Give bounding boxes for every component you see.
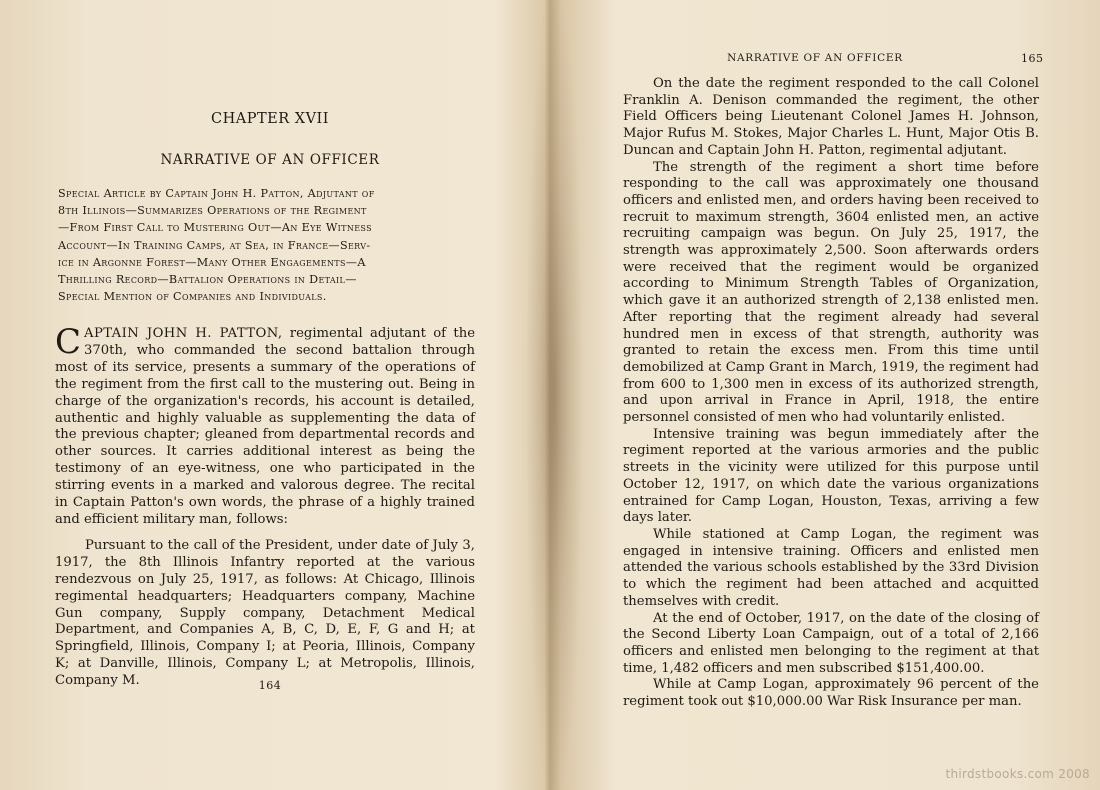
body-paragraph: On the date the regiment responded to the call Colonel Franklin A. Denison commanded the regiment, the other Field Officers being Lieutenant Colonel James H. Johnson, Major Rufus M. Stokes, Major Charles L. Hunt, Major Otis B. Duncan and Captain John H. Patton, regimental adjutant. — [623, 76, 1039, 158]
body-paragraph: At the end of October, 1917, on the date of the closing of the Second Liberty Loan Campaign, out of a total of 2,166 officers and enlisted men belonging to the regiment at that time, 1,482 officers and men subscribed $151,400.00. — [623, 610, 1039, 676]
watermark: thirdstbooks.com 2008 — [945, 767, 1090, 781]
right-page — [555, 0, 1100, 790]
body-paragraph: The strength of the regiment a short time before responding to the call was approximately one thousand officers and enlisted men, and orders having been received to recruit to maximum strength, 3604 enlisted men, an active recruiting campaign was begun. On July 25, 1917, the strength was approximately 2,500. Soon afterwards orders were received that the regiment would be organized according to Minimum Strength Tables of Organization, which gave it an authorized strength of 2,138 enlisted men. After reporting that the regiment already had several hundred men in excess of that strength, authority was granted to retain the excess men. From this time until demobilized at Camp Grant in March, 1919, the regiment had from 600 to 1,300 men in excess of its authorized strength, and upon arrival in France in April, 1918, the entire personnel consisted of men who had voluntarily enlisted. — [623, 159, 1039, 426]
left-page-body — [55, 322, 475, 690]
body-paragraph: Intensive training was begun immediately after the regiment reported at the various armories and the public streets in the vicinity were utilized for this purpose until October 12, 1917, on which date the various organizations entrained for Camp Logan, Houston, Texas, arriving a few days later. — [623, 426, 1039, 526]
body-paragraph: Pursuant to the call of the President, under date of July 3, 1917, the 8th Illinois Infantry reported at the various rendezvous on July 25, 1917, as follows: At Chicago, Illinois regimental headquarters; Headquarters company, Machine Gun company, Supply company, Detachment Medical Department, and Companies A, B, C, D, E, F, G and H; at Springfield, Illinois, Company I; at Peoria, Illinois, Company K; at Danville, Illinois, Company L; at Metropolis, Illinois, Company M. — [55, 537, 475, 689]
left-page — [0, 0, 545, 790]
running-head: NARRATIVE OF AN OFFICER — [727, 52, 903, 64]
summary-line: Thrilling Record—Battalion Operations in Detail— — [58, 273, 357, 287]
chapter-summary — [58, 185, 480, 305]
drop-cap: C — [55, 322, 82, 362]
summary-line: —From First Call to Mustering Out—An Eye Witness — [58, 221, 372, 235]
page-number-right: 165 — [1021, 52, 1044, 65]
right-page-body — [623, 76, 1039, 711]
intro-text: regimental adjutant of the 370th, who commanded the second battalion through most of its service, presents a summary of the operations of the regiment from the first call to the mustering out. Being in charge of the organization's records, his account is detailed, authentic and highly valuable as supplementing the data of the previous chapter; gleaned from departmental records and other sources. It carries additional interest as being the testimony of an eye-witness, one who participated in the stirring events in a marked and valorous degree. The recital in Captain Patton's own words, the phrase of a highly trained and efficient military man, follows: — [55, 326, 475, 527]
page-number-left: 164 — [258, 679, 282, 692]
summary-line: 8th Illinois—Summarizes Operations of the Regiment — [58, 204, 367, 218]
body-paragraph: While at Camp Logan, approximately 96 percent of the regiment took out $10,000.00 War Risk Insurance per man. — [623, 677, 1039, 710]
intro-paragraph — [55, 322, 475, 529]
summary-line: Special Mention of Companies and Individuals. — [58, 290, 327, 304]
summary-line: Special Article by Captain John H. Patton, Adjutant of — [58, 187, 375, 200]
chapter-number: CHAPTER XVII — [211, 111, 329, 127]
body-paragraph: While stationed at Camp Logan, the regiment was engaged in intensive training. Officers and enlisted men attended the various schools established by the 33rd Division to which the regiment had been attached and acquitted themselves with credit. — [623, 526, 1039, 609]
intro-lead-caps: APTAIN JOHN H. PATTON, — [84, 326, 283, 341]
summary-line: Account—In Training Camps, at Sea, in France—Serv- — [58, 238, 371, 252]
summary-line: ice in Argonne Forest—Many Other Engagements—A — [58, 255, 366, 269]
chapter-title: NARRATIVE OF AN OFFICER — [160, 152, 380, 168]
